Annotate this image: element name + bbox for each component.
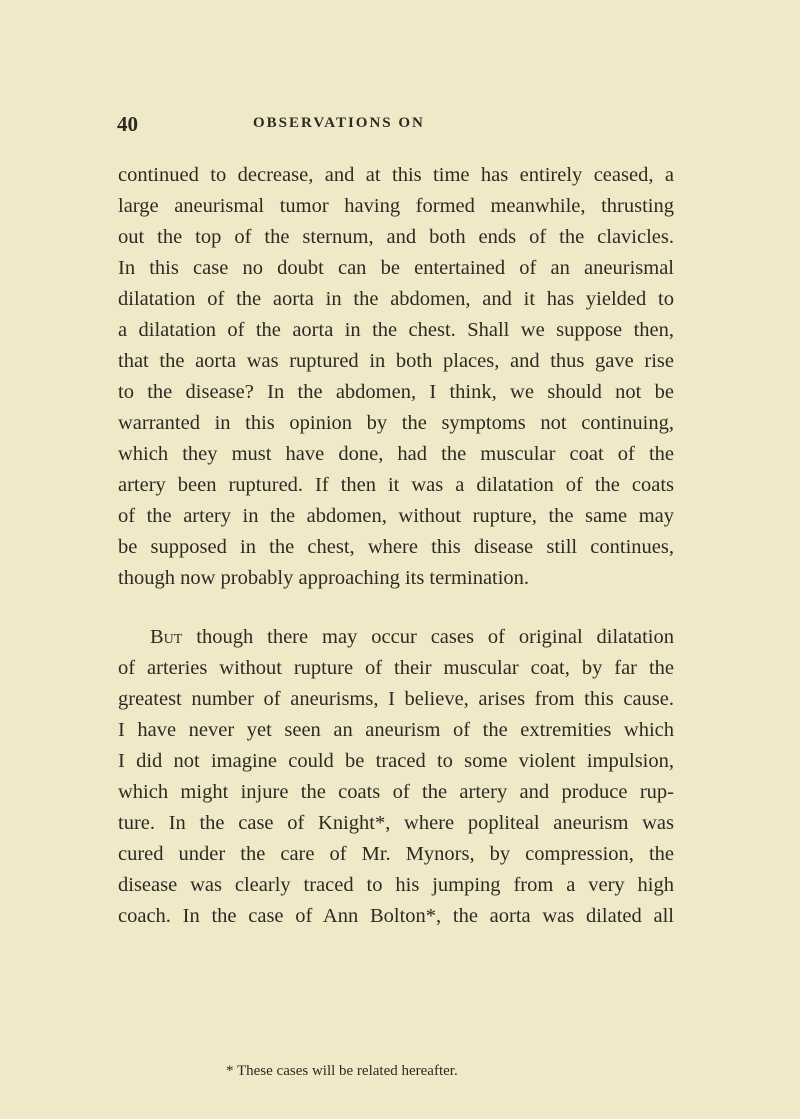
paragraph-2 [118, 622, 674, 932]
text-line: artery been ruptured. If then it was a dilatation of the coats [118, 474, 674, 496]
running-head: OBSERVATIONS ON [253, 115, 425, 131]
footnote: * These cases will be related hereafter. [226, 1063, 458, 1079]
paragraph-gap [118, 594, 674, 622]
page-header [117, 112, 717, 142]
text-line: which might injure the coats of the artery and produce rup- [118, 781, 674, 803]
body-text [118, 160, 674, 932]
text-line: to the disease? In the abdomen, I think, we should not be [118, 381, 674, 403]
text-line: large aneurismal tumor having formed meanwhile, thrusting [118, 195, 674, 217]
text-line: ture. In the case of Knight*, where popliteal aneurism was [118, 812, 674, 834]
text-line: that the aorta was ruptured in both places, and thus gave rise [118, 350, 674, 372]
text-line [118, 622, 674, 653]
page-number: 40 [117, 112, 138, 136]
text-line: be supposed in the chest, where this disease still continues, [118, 536, 674, 558]
text-line: I have never yet seen an aneurism of the extremities which [118, 719, 674, 741]
text-line-rest: though there may occur cases of original dilatation [182, 626, 674, 648]
text-line: greatest number of aneurisms, I believe, arises from this cause. [118, 688, 674, 710]
text-line: which they must have done, had the muscular coat of the [118, 443, 674, 465]
opening-word: But [150, 626, 183, 648]
text-line: continued to decrease, and at this time has entirely ceased, a [118, 164, 674, 186]
text-line: cured under the care of Mr. Mynors, by compression, the [118, 843, 674, 865]
text-line: dilatation of the aorta in the abdomen, and it has yielded to [118, 288, 674, 310]
text-line: out the top of the sternum, and both ends of the clavicles. [118, 226, 674, 248]
text-line: a dilatation of the aorta in the chest. Shall we suppose then, [118, 319, 674, 341]
text-line: In this case no doubt can be entertained of an aneurismal [118, 257, 674, 279]
text-line: of arteries without rupture of their muscular coat, by far the [118, 657, 674, 679]
text-line: warranted in this opinion by the symptoms not continuing, [118, 412, 674, 434]
text-line: disease was clearly traced to his jumping from a very high [118, 874, 674, 896]
text-line: though now probably approaching its termination. [118, 567, 530, 589]
paragraph-1 [118, 160, 674, 594]
text-line: of the artery in the abdomen, without rupture, the same may [118, 505, 674, 527]
text-line: I did not imagine could be traced to some violent impulsion, [118, 750, 674, 772]
text-line: coach. In the case of Ann Bolton*, the aorta was dilated all [118, 905, 674, 927]
